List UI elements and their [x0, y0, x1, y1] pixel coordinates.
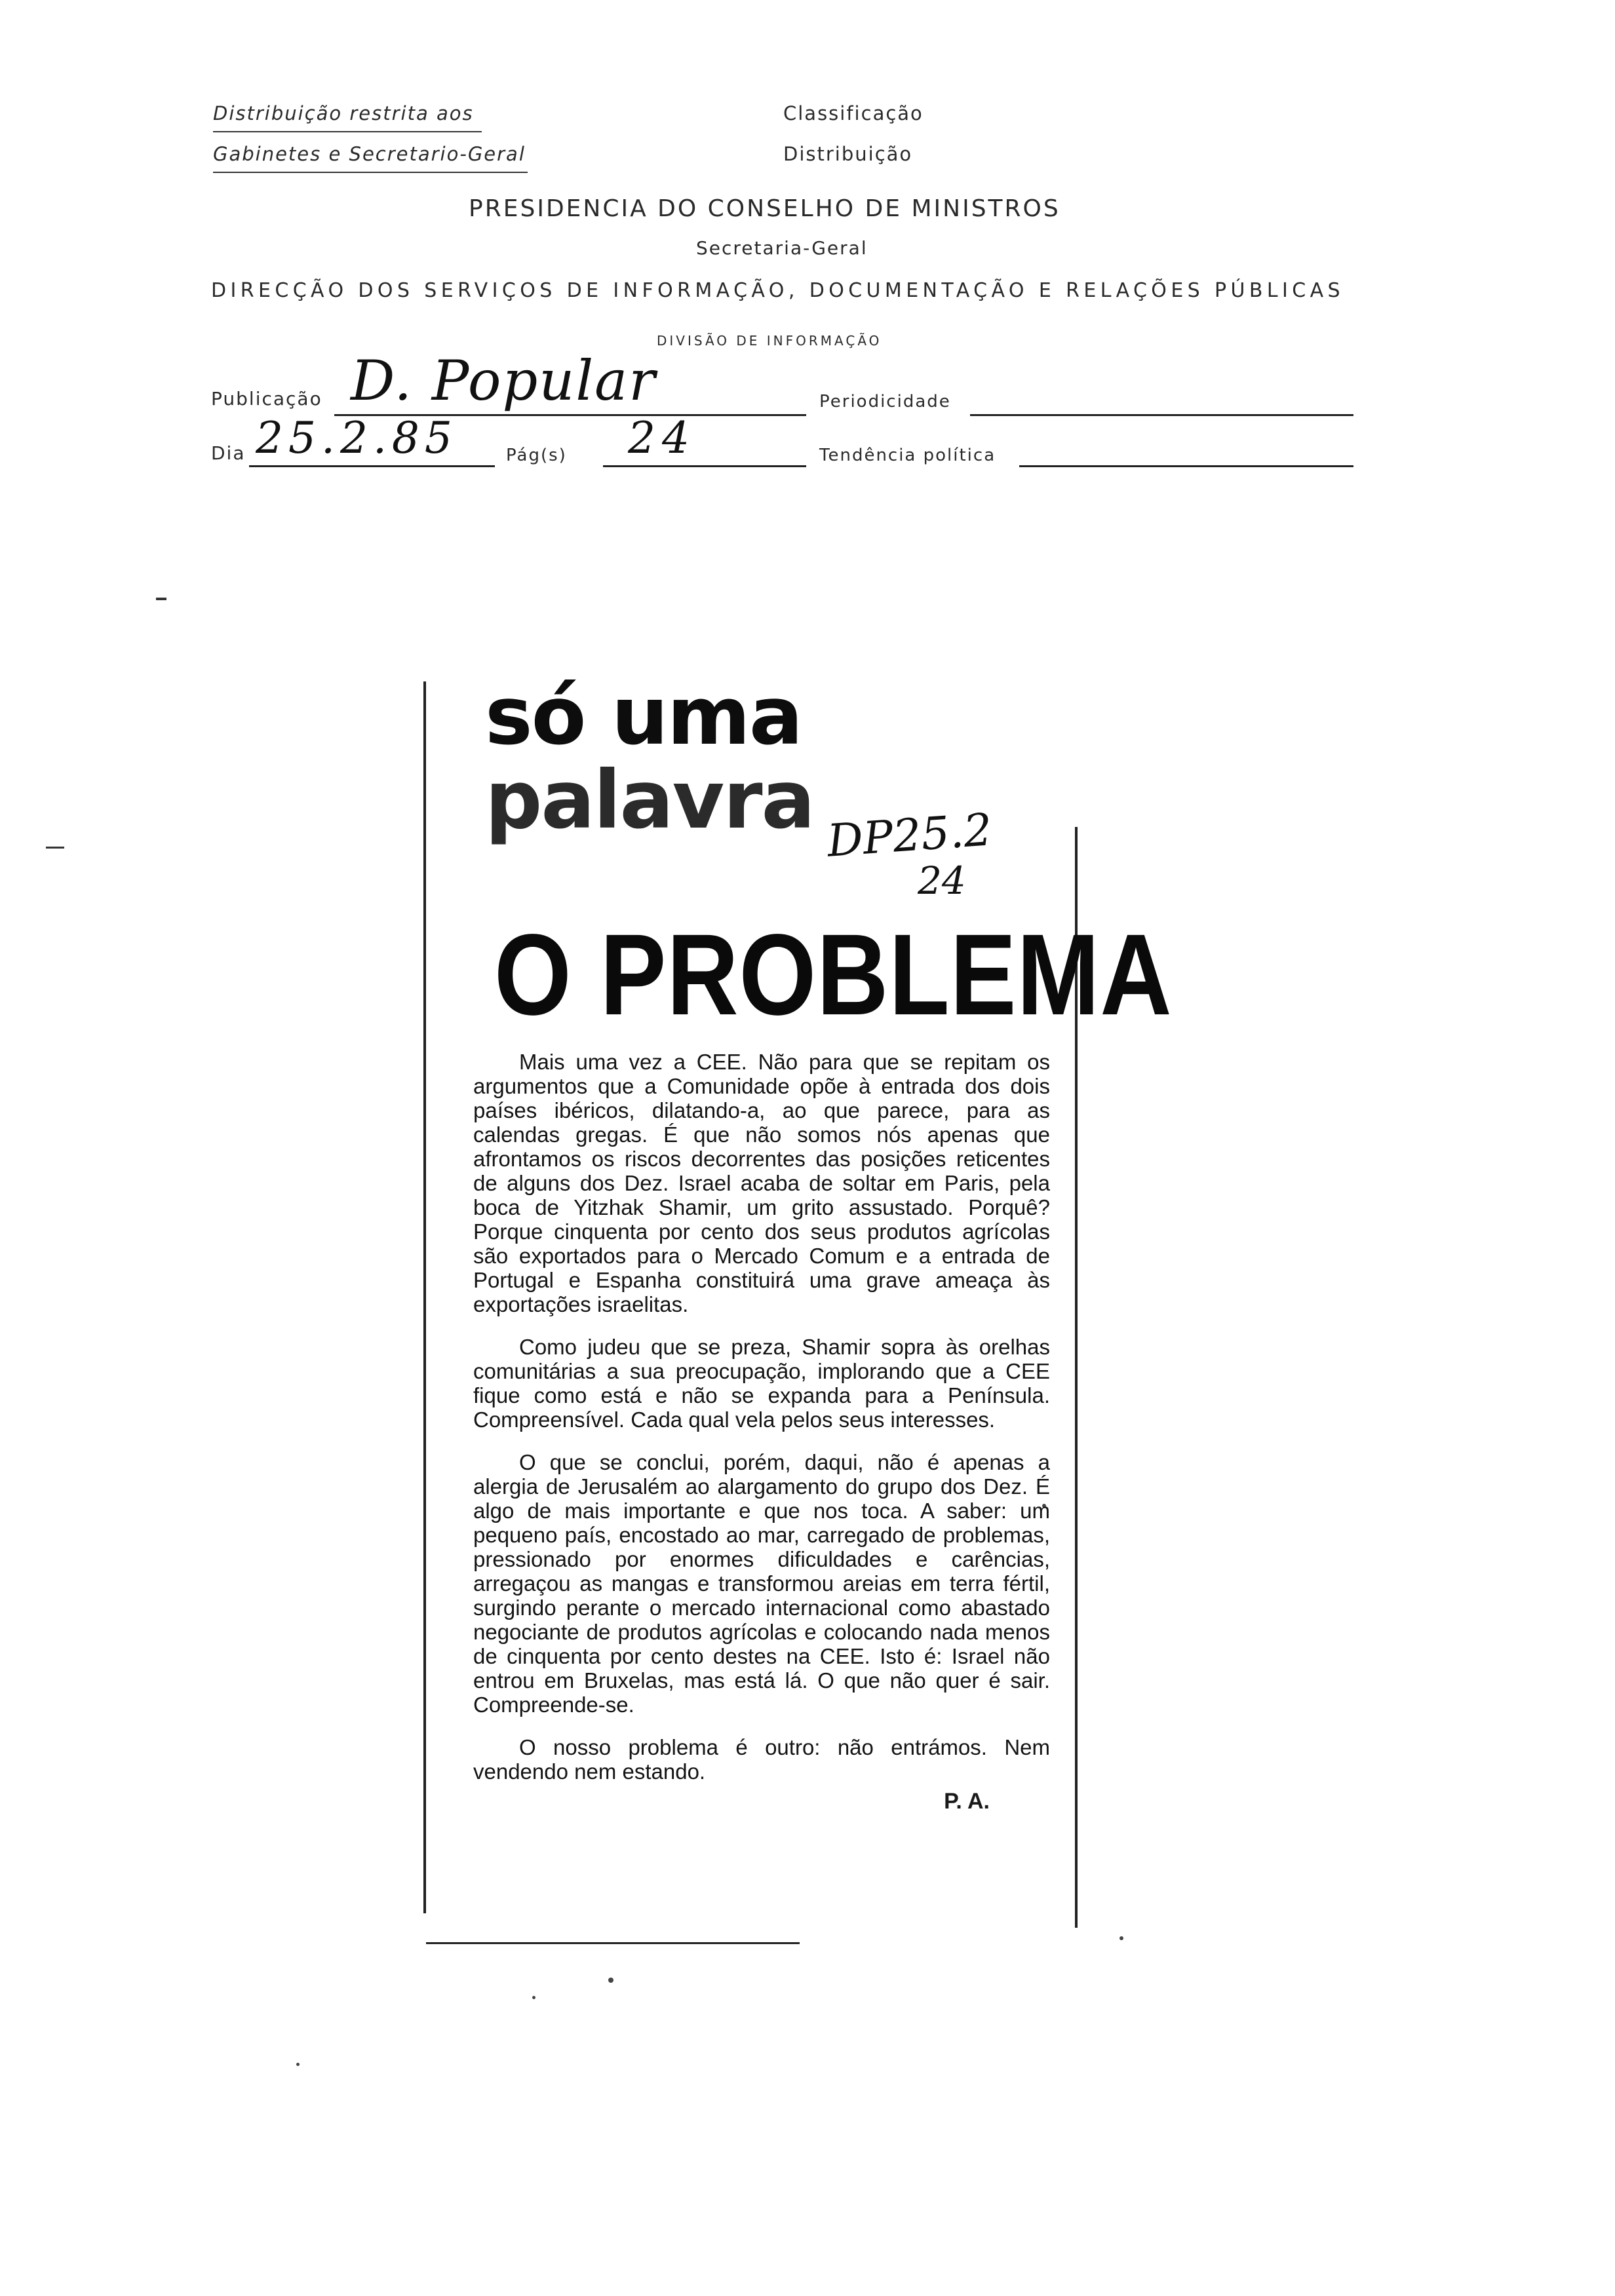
distribution-label: Distribuição: [783, 143, 913, 165]
political-tendency-label: Tendência política: [819, 446, 996, 465]
directorate-title: DIRECÇÃO DOS SERVIÇOS DE INFORMAÇÃO, DOCUMENTAÇÃO E RELAÇÕES PÚBLICAS: [211, 279, 1344, 302]
clipping-left-border: [423, 681, 426, 1913]
distribution-note-underline-1: [213, 131, 482, 132]
periodicity-line: [970, 414, 1353, 416]
publication-label: Publicação: [211, 388, 322, 410]
institution-title: PRESIDENCIA DO CONSELHO DE MINISTROS: [469, 195, 1060, 222]
handwritten-reference-line2: 24: [918, 858, 966, 903]
division-title: DIVISÃO DE INFORMAÇÃO: [657, 333, 882, 349]
distribution-note-line1: Distribuição restrita aos: [213, 102, 474, 124]
day-handwritten-value: 25.2.85: [256, 413, 457, 463]
publication-handwritten-value: D. Popular: [351, 349, 657, 413]
day-label: Dia: [211, 442, 246, 464]
handwritten-reference-line1: DP25.2: [825, 804, 994, 868]
article-paragraph: Mais uma vez a CEE. Não para que se repitam os argumentos que a Comunidade opõe à entrada dos dois países ibéricos, dilatando-a, ao que parece, para as calendas gregas. É que não somos nós apenas que afrontamos os riscos decorrentes das posições reticentes de alguns dos Dez. Israel acaba de soltar em Paris, pela boca de Yitzhak Shamir, um grito assustado. Porquê? Porque cinquenta por cento dos seus produtos agrícolas são exportados para o Mercado Comum e a entrada de Portugal e Espanha constituirá uma grave ameaça às exportações israelitas.: [473, 1050, 1050, 1316]
distribution-note-line2: Gabinetes e Secretario-Geral: [213, 143, 526, 165]
article-body: [473, 1050, 1050, 1814]
article-signature: P. A.: [944, 1789, 990, 1814]
clipping-bottom-border: [426, 1942, 800, 1944]
scan-speck: [296, 2063, 300, 2066]
pages-handwritten-value: 24: [628, 413, 696, 463]
distribution-note-underline-2: [213, 172, 528, 173]
scan-speck: [1119, 1936, 1123, 1940]
column-title-line1: só uma: [485, 670, 802, 763]
secretariat-title: Secretaria-Geral: [696, 237, 868, 259]
scan-speck: [608, 1978, 613, 1983]
scan-speck: [532, 1996, 535, 1999]
column-title-line2: palavra: [485, 754, 814, 847]
political-tendency-line: [1019, 465, 1353, 467]
scan-mark: [46, 847, 64, 849]
classification-label: Classificação: [783, 102, 924, 124]
day-line: [249, 465, 495, 467]
periodicity-label: Periodicidade: [819, 392, 951, 411]
article-paragraph: O nosso problema é outro: não entrámos. Nem vendendo nem estando.: [473, 1735, 1050, 1784]
pages-label: Pág(s): [506, 446, 567, 465]
article-paragraph: O que se conclui, porém, daqui, não é apenas a alergia de Jerusalém ao alargamento do grupo dos Dez. É algo de mais importante e que nos toca. A saber: um pequeno país, encostado ao mar, carregado de problemas, pressionado por enormes dificuldades e carências, arregaçou as mangas e transformou areias em terra fértil, surgindo perante o mercado internacional como abastado negociante de produtos agrícolas e colocando nada menos de cinquenta por cento destes na CEE. Isto é: Israel não entrou em Bruxelas, mas está lá. O que não quer é sair. Compreende-se.: [473, 1450, 1050, 1717]
article-title: O PROBLEMA: [494, 911, 1173, 1039]
pages-line: [603, 465, 806, 467]
article-paragraph: Como judeu que se preza, Shamir sopra às orelhas comunitárias a sua preocupação, implorando que a CEE fique como está e não se expanda para a Península. Compreensível. Cada qual vela pelos seus interesses.: [473, 1335, 1050, 1432]
scan-mark: [156, 598, 166, 600]
